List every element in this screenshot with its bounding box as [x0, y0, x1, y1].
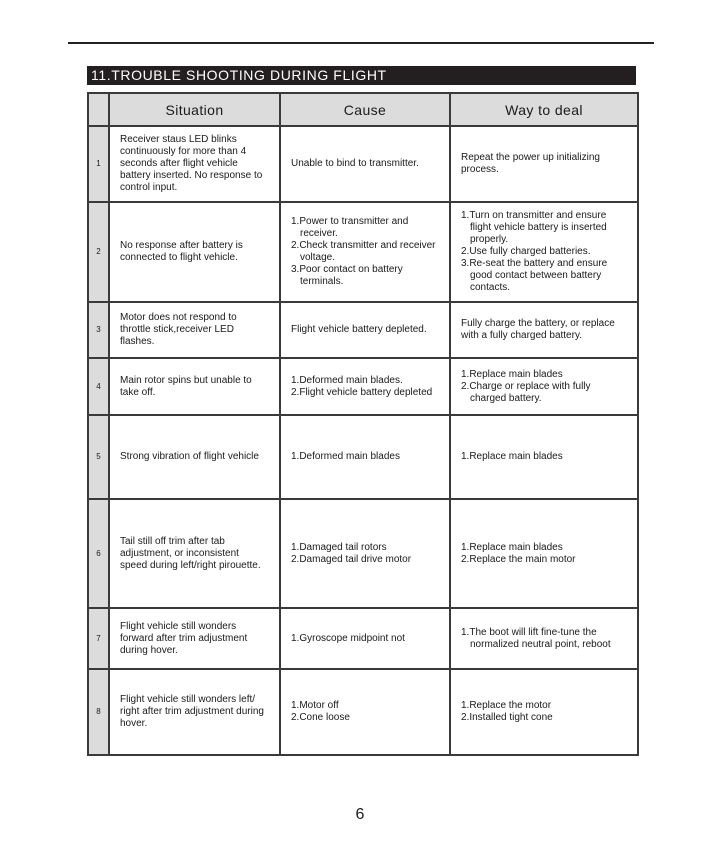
- text-line: 3.Poor contact on battery: [291, 264, 403, 275]
- text-line: seconds after flight vehicle: [120, 158, 238, 169]
- text-line: connected to flight vehicle.: [120, 252, 238, 263]
- table-row: [88, 358, 638, 415]
- table-row: [88, 608, 638, 669]
- situation-cell: [109, 202, 280, 302]
- text-line: adjustment, or inconsistent: [120, 547, 239, 559]
- text-line: flashes.: [120, 336, 155, 347]
- section-title: 11.TROUBLE SHOOTING DURING FLIGHT: [87, 66, 636, 85]
- text-line: Unable to bind to transmitter.: [291, 158, 419, 169]
- text-line: right after trim adjustment during: [120, 706, 264, 717]
- text-line: continuously for more than 4: [120, 146, 247, 157]
- text-line: 1.Replace the motor: [461, 700, 552, 711]
- text-line: speed during left/right pirouette.: [120, 559, 261, 571]
- text-line: Motor does not respond to: [120, 312, 237, 323]
- table-row: [88, 499, 638, 608]
- way-to-deal-cell: [450, 358, 638, 415]
- text-line: Flight vehicle still wonders: [120, 620, 237, 632]
- cause-cell: [280, 302, 450, 358]
- header-situation: Situation: [109, 93, 280, 126]
- way-to-deal-cell: [450, 126, 638, 202]
- text-line: 1.Replace main blades: [461, 451, 563, 462]
- troubleshooting-table: [87, 92, 639, 756]
- text-line: properly.: [470, 234, 509, 245]
- row-number: 5: [88, 415, 109, 499]
- text-line: 1.Power to transmitter and: [291, 216, 409, 227]
- text-line: 2.Damaged tail drive motor: [291, 553, 412, 565]
- situation-cell: [109, 126, 280, 202]
- situation-cell: [109, 302, 280, 358]
- way-to-deal-cell: [450, 608, 638, 669]
- text-line: Tail still off trim after tab: [120, 535, 225, 547]
- text-line: 1.Damaged tail rotors: [291, 541, 387, 553]
- text-line: 2.Check transmitter and receiver: [291, 240, 436, 251]
- text-line: 1.Replace main blades: [461, 541, 563, 553]
- text-line: 2.Use fully charged batteries.: [461, 246, 591, 257]
- header-way-to-deal: Way to deal: [450, 93, 638, 126]
- text-line: 2.Flight vehicle battery depleted: [291, 386, 433, 398]
- text-line: 1.Turn on transmitter and ensure: [461, 210, 607, 221]
- text-line: voltage.: [300, 252, 336, 263]
- text-line: terminals.: [300, 276, 344, 287]
- way-to-deal-cell: [450, 302, 638, 358]
- row-number: 1: [88, 126, 109, 202]
- text-line: take off.: [120, 386, 156, 398]
- table-row: [88, 415, 638, 499]
- text-line: with a fully charged battery.: [461, 330, 582, 341]
- text-line: during hover.: [120, 644, 178, 656]
- cause-cell: [280, 669, 450, 755]
- row-number: 8: [88, 669, 109, 755]
- cause-cell: [280, 358, 450, 415]
- text-line: 1.Gyroscope midpoint not: [291, 632, 405, 644]
- text-line: Fully charge the battery, or replace: [461, 318, 615, 329]
- text-line: hover.: [120, 718, 148, 729]
- text-line: process.: [461, 164, 499, 175]
- table-row: [88, 202, 638, 302]
- text-line: 1.Motor off: [291, 700, 339, 711]
- way-to-deal-cell: [450, 202, 638, 302]
- way-to-deal-cell: [450, 499, 638, 608]
- text-line: 1.Replace main blades: [461, 368, 563, 380]
- text-line: charged battery.: [470, 392, 542, 404]
- text-line: 3.Re-seat the battery and ensure: [461, 258, 608, 269]
- row-number: 6: [88, 499, 109, 608]
- cause-cell: [280, 126, 450, 202]
- text-line: Flight vehicle battery depleted.: [291, 324, 427, 335]
- situation-cell: [109, 669, 280, 755]
- text-line: Repeat the power up initializing: [461, 152, 600, 163]
- situation-cell: [109, 415, 280, 499]
- page-number: 6: [355, 806, 365, 823]
- row-number: 3: [88, 302, 109, 358]
- cause-cell: [280, 415, 450, 499]
- situation-cell: [109, 358, 280, 415]
- table-row: [88, 669, 638, 755]
- table-header-row: [88, 93, 638, 126]
- text-line: throttle stick,receiver LED: [120, 324, 234, 335]
- situation-cell: [109, 499, 280, 608]
- cause-cell: [280, 499, 450, 608]
- text-line: Flight vehicle still wonders left/: [120, 694, 256, 705]
- row-number: 2: [88, 202, 109, 302]
- text-line: Strong vibration of flight vehicle: [120, 451, 259, 462]
- cause-cell: [280, 608, 450, 669]
- row-number: 7: [88, 608, 109, 669]
- top-rule: [68, 42, 654, 44]
- situation-cell: [109, 608, 280, 669]
- way-to-deal-cell: [450, 415, 638, 499]
- text-line: battery inserted. No response to: [120, 170, 263, 181]
- text-line: receiver.: [300, 228, 338, 239]
- text-line: 1.Deformed main blades.: [291, 374, 403, 386]
- table-row: [88, 302, 638, 358]
- text-line: Main rotor spins but unable to: [120, 374, 252, 386]
- text-line: No response after battery is: [120, 240, 243, 251]
- text-line: 2.Replace the main motor: [461, 553, 576, 565]
- text-line: contacts.: [470, 282, 511, 293]
- text-line: 1.The boot will lift fine-tune the: [461, 626, 597, 638]
- text-line: 2.Cone loose: [291, 712, 350, 723]
- table-row: [88, 126, 638, 202]
- header-cause: Cause: [280, 93, 450, 126]
- text-line: 1.Deformed main blades: [291, 451, 400, 462]
- text-line: forward after trim adjustment: [120, 632, 248, 644]
- text-line: 2.Charge or replace with fully: [461, 380, 591, 392]
- row-number: 4: [88, 358, 109, 415]
- header-number: [88, 93, 109, 126]
- text-line: good contact between battery: [470, 270, 602, 281]
- way-to-deal-cell: [450, 669, 638, 755]
- text-line: 2.Installed tight cone: [461, 712, 553, 723]
- text-line: normalized neutral point, reboot: [470, 638, 611, 650]
- text-line: control input.: [120, 182, 178, 193]
- text-line: flight vehicle battery is inserted: [470, 222, 607, 233]
- text-line: Receiver staus LED blinks: [120, 134, 237, 145]
- cause-cell: [280, 202, 450, 302]
